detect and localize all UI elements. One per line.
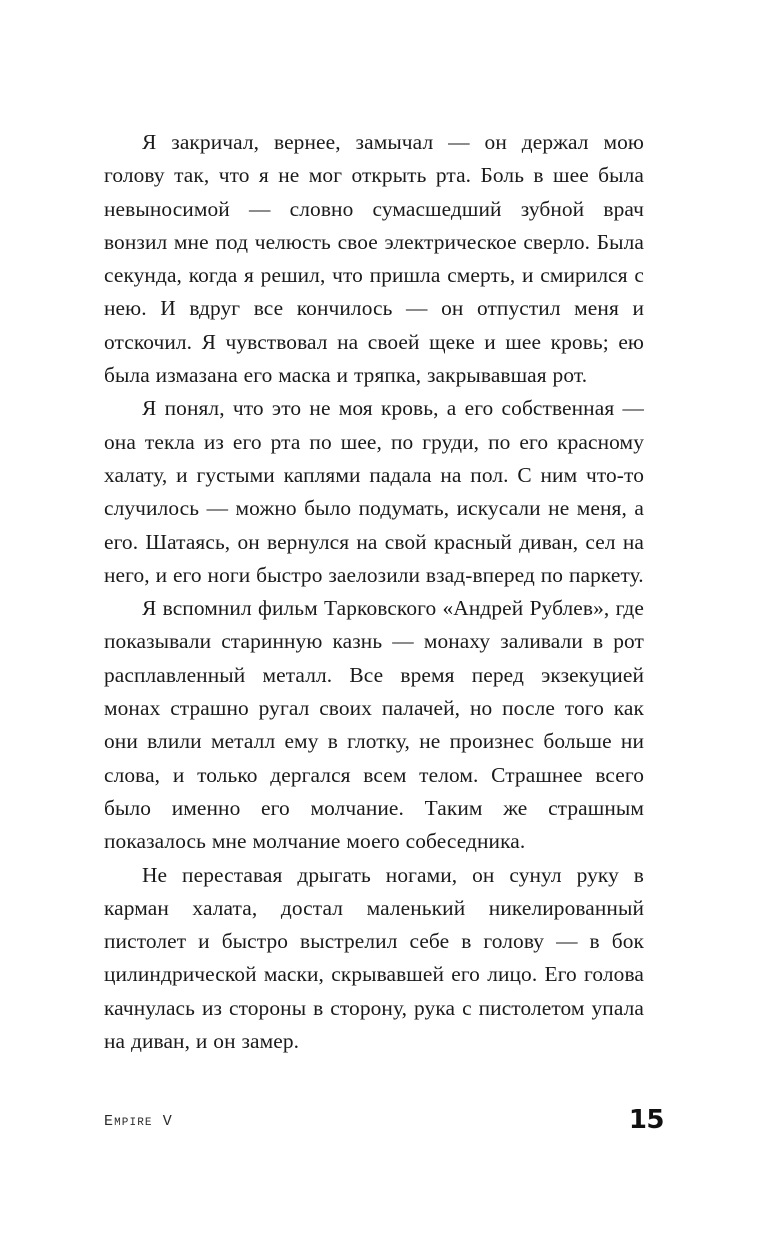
page-footer [104,1105,664,1145]
paragraph: Я понял, что это не моя кровь, а его собственная — она текла из его рта по шее, по груди, по его красному халату, и густыми каплями падала на пол. С ним что-то случилось — можно было подумать, искусали не меня, а его. Шатаясь, он вернулся на свой красный диван, сел на него, и его ноги быстро заелозили взад-вперед по паркету. [104,396,644,587]
running-title: Empire V [104,1113,173,1130]
paragraph: Не переставая дрыгать ногами, он сунул руку в карман халата, достал маленький никелированный пистолет и быстро выстрелил себе в голову — в бок цилиндрической маски, скрывавшей его лицо. Его голова качнулась из стороны в сторону, рука с пистолетом упала на диван, и он замер. [104,862,644,1054]
paragraph: Я вспомнил фильм Тарковского «Андрей Рублев», где показывали старинную казнь — монаху заливали в рот расплавленный металл. Все время перед экзекуцией монах страшно ругал своих палачей, но после того как они влили металл ему в глотку, не произнес больше ни слова, и только дергался всем телом. Страшнее всего было именно его молчание. Таким же страшным показалось мне молчание моего собеседника. [104,596,644,854]
paragraph: Я закричал, вернее, замычал — он держал мою голову так, что я не мог открыть рта. Боль в шее была невыносимой — словно сумасшедший зубной врач вонзил мне под челюсть свое электрическое сверло. Была секунда, когда я решил, что пришла смерть, и смирился с нею. И вдруг все кончилось — он отпустил меня и отскочил. Я чувствовал на своей щеке и шее кровь; ею была измазана его маска и тряпка, закрывавшая рот. [104,130,644,388]
body-text-column [104,126,644,1058]
page-number: 15 [628,1105,664,1135]
